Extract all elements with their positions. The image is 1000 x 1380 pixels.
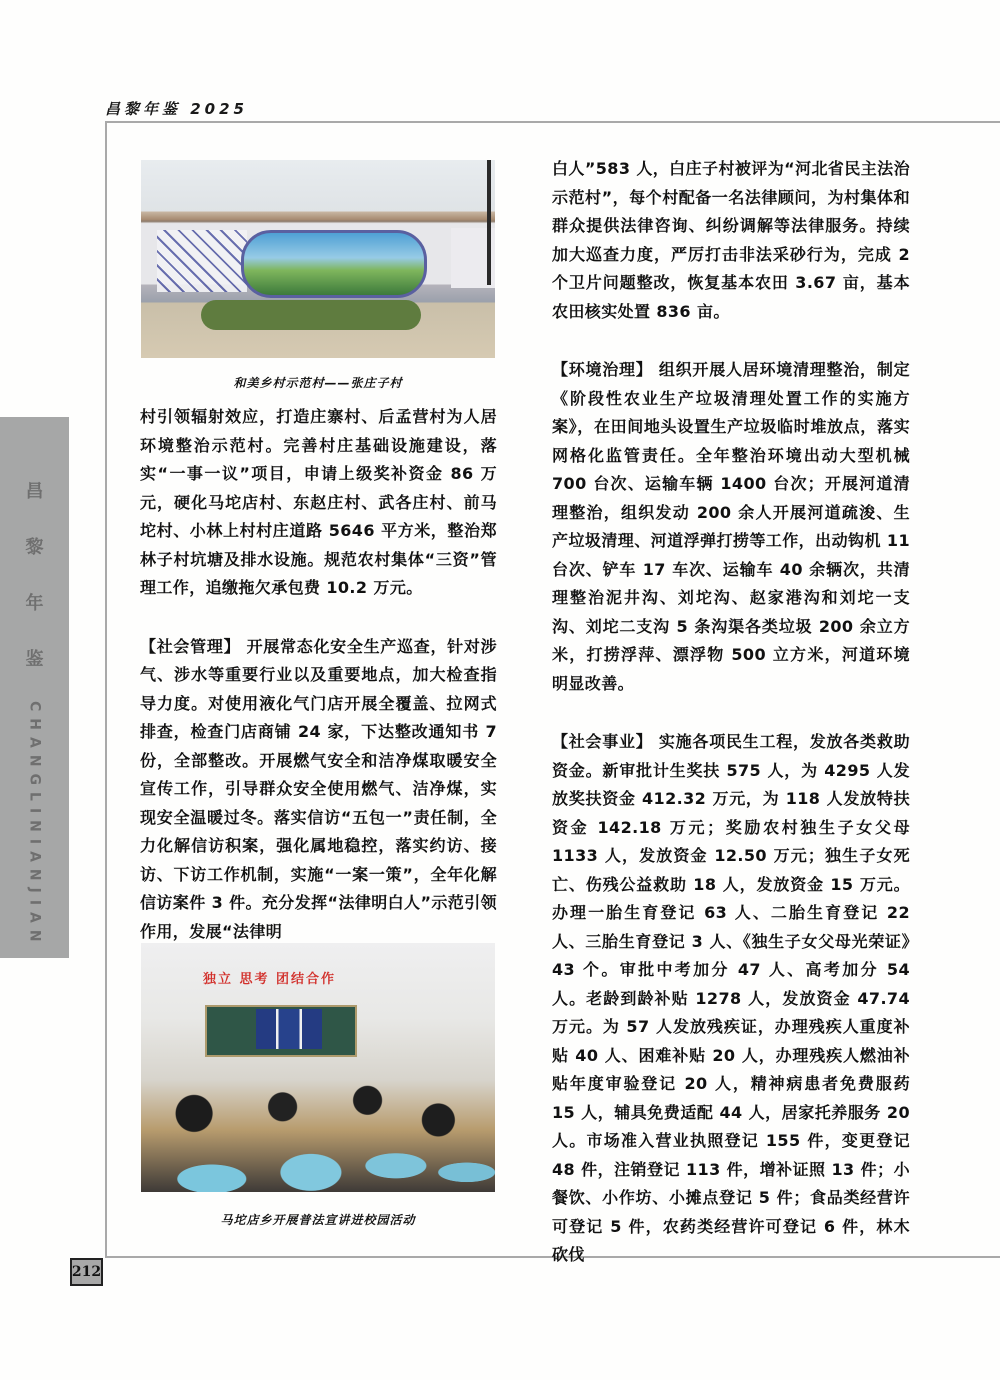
classroom-students — [141, 1061, 495, 1192]
right-para-environment — [552, 356, 910, 698]
mural-photo — [141, 160, 495, 358]
side-tab-char: 鉴 — [25, 649, 44, 670]
classroom-slogan: 独立 思考 团结合作 — [203, 972, 337, 987]
mural-stone-wall — [157, 230, 247, 292]
section-label-social-management: 【社会管理】 — [140, 636, 241, 656]
right-column — [552, 155, 910, 1270]
mural-painting — [241, 230, 427, 298]
mural-pole — [487, 160, 491, 285]
classroom-caption: 马坨店乡开展普法宣讲进校园活动 — [220, 1213, 416, 1227]
right-para-1: 白人”583 人，白庄子村被评为“河北省民主法治示范村”，每个村配备一名法律顾问，为村集体和群众提供法律咨询、纠纷调解等法律服务。持续加大巡查力度，严厉打击非法采砂行为，完成 2 个卫片问题整改，恢复基本农田 3.67 亩，基本农田核实处置 836 亩。 — [552, 159, 910, 321]
side-tab-chinese — [26, 431, 44, 671]
frame-top-rule — [105, 121, 1000, 123]
side-tab — [0, 417, 69, 958]
mural-shrubs — [201, 300, 421, 330]
side-tab-pinyin: CHANGLINIANJIAN — [26, 701, 43, 949]
mural-caption: 和美乡村示范村——张庄子村 — [233, 376, 403, 390]
side-tab-char: 昌 — [25, 481, 44, 502]
left-para-social-management — [140, 633, 497, 947]
classroom-photo — [141, 943, 495, 1192]
classroom-screen — [256, 1009, 322, 1049]
section-body-social-affairs: 实施各项民生工程，发放各类救助资金。新审批计生奖扶 575 人，为 4295 人发放奖扶资金 412.32 万元，为 118 人发放特扶资金 142.18 万元；奖励农村独生子女父母 1133 人，发放资金 12.50 万元；独生子女死亡、伤残公益救助 18 人，发放资金 15 万元。办理一胎生育登记 63 人、二胎生育登记 22 人、三胎生育登记 3 人、《独生子女父母光荣证》43 个。审批中考加分 47 人、高考加分 54 人。老龄到龄补贴 1278 人，发放资金 47.74 万元。为 57 人发放残疾证，办理残疾人重度补贴 40 人、困难补贴 20 人，办理残疾人燃油补贴年度审验登记 20 人，精神病患者免费服药 15 人，辅具免费适配 44 人，居家托养服务 20 人。市场准入营业执照登记 155 件，变更登记 48 件，注销登记 113 件，增补证照 13 件；小餐饮、小作坊、小摊点登记 5 件；食品类经营许可登记 5 件，农药类经营许可登记 6 件，林木砍伐 — [552, 732, 910, 1264]
right-para-social-affairs — [552, 728, 910, 1270]
section-label-environment: 【环境治理】 — [552, 360, 653, 379]
running-title: 昌黎年鉴 2025 — [105, 100, 248, 118]
left-para-1: 村引领辐射效应，打造庄寨村、后孟营村为人居环境整治示范村。完善村庄基础设施建设，落实“一事一议”项目，申请上级奖补资金 86 万元，硬化马坨店村、东赵庄村、武各庄村、前马坨村、小林上村村庄道路 5646 平方米，整治郑林子村坑塘及排水设施。规范农村集体“三资”管理工作，追缴拖欠承包费 10.2 万元。 — [140, 407, 497, 597]
section-label-social-affairs: 【社会事业】 — [552, 732, 653, 751]
section-body-social-management: 开展常态化安全生产巡查，针对涉气、涉水等重要行业以及重要地点，加大检查指导力度。对使用液化气门店开展全覆盖、拉网式排查，检查门店商铺 24 家，下达整改通知书 7 份，全部整改。开展燃气安全和洁净煤取暖安全宣传工作，引导群众安全使用燃气、洁净煤，实现安全温暖过冬。落实信访“五包一”责任制，全力化解信访积案，强化属地稳控，落实约访、接访、下访工作机制，实施“一案一策”，全年化解信访案件 3 件。充分发挥“法律明白人”示范引领作用，发展“法律明 — [140, 636, 497, 941]
page-number: 212 — [70, 1258, 103, 1286]
left-column — [140, 403, 497, 946]
side-tab-char: 黎 — [25, 537, 44, 558]
side-tab-char: 年 — [25, 593, 44, 614]
frame-left-rule — [105, 121, 107, 1258]
section-body-environment: 组织开展人居环境清理整治，制定《阶段性农业生产垃圾清理处置工作的实施方案》，在田间地头设置生产垃圾临时堆放点，落实网格化监管责任。全年整治环境出动大型机械 700 台次、运输车辆 1400 台次；开展河道清理整治，组织发动 200 余人开展河道疏浚、生产垃圾清理、河道浮弹打捞等工作，出动钩机 11 台次、铲车 17 车次、运输车 40 余辆次，共清理整治泥井沟、刘坨沟、赵家港沟和刘坨一支沟、刘坨二支沟 5 条沟渠各类垃圾 200 余立方米，打捞浮萍、漂浮物 500 立方米，河道环境明显改善。 — [552, 360, 910, 693]
